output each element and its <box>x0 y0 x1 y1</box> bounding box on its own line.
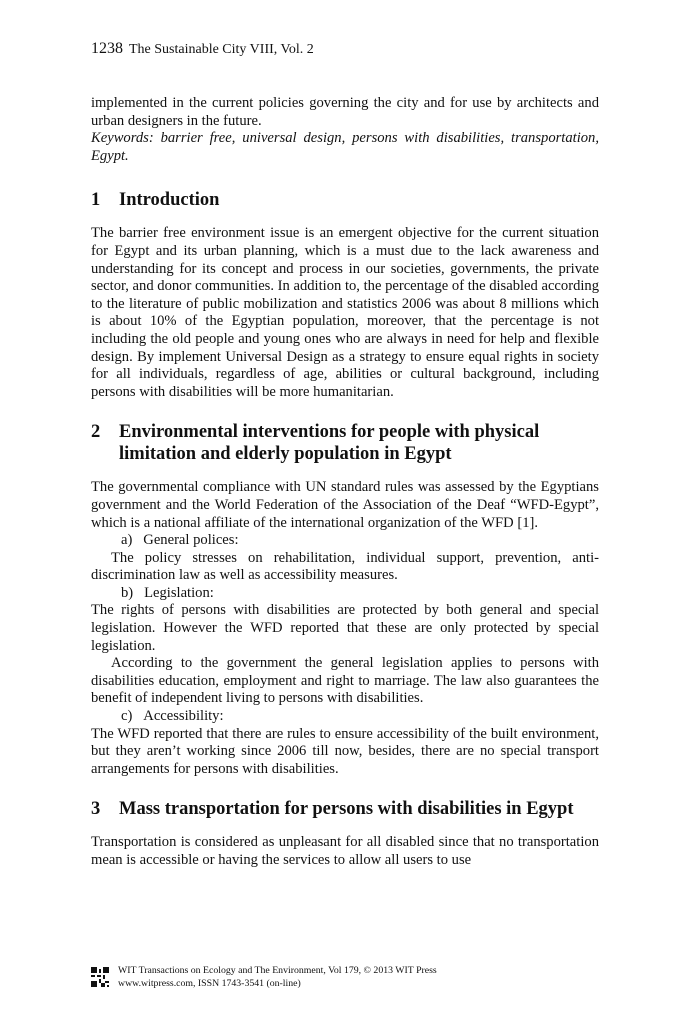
list-item-text: The policy stresses on rehabilitation, individual support, prevention, anti-discrimination law as well as accessibility measures. <box>91 549 599 584</box>
list-item-text: The WFD reported that there are rules to ensure accessibility of the built environment, but they aren’t working since 2006 till now, besides, there are no special transport arrangements for persons with disabilities. <box>91 725 599 777</box>
list-item-label: a) General polices: <box>121 532 239 549</box>
section-paragraph: The governmental compliance with UN standard rules was assessed by the Egyptians government and the World Federation of the Association of the Deaf “WFD-Egypt”, which is a national affiliate of the international organization of the WFD [1]. <box>91 479 599 531</box>
section-number: 3 <box>91 799 101 820</box>
section-number: 2 <box>91 422 101 443</box>
qr-code-icon <box>91 967 109 987</box>
page-number: 1238 <box>91 40 123 57</box>
section-title: Environmental interventions for people with physical limitation and elderly population in Egypt <box>119 422 540 465</box>
footer-journal: WIT Transactions on Ecology and The Environment, Vol 179, © 2013 WIT Press <box>118 965 437 976</box>
running-header <box>91 40 314 58</box>
section-heading <box>91 421 599 465</box>
section-heading <box>91 189 599 211</box>
list-item-label: c) Accessibility: <box>121 708 224 725</box>
list-item-label: b) Legislation: <box>121 584 214 601</box>
section-title: Mass transportation for persons with disabilities in Egypt <box>119 799 574 820</box>
section-paragraph: Transportation is considered as unpleasant for all disabled since that no transportation mean is accessible or having the services to allow all users to use <box>91 834 599 868</box>
footer-issn: www.witpress.com, ISSN 1743-3541 (on-line) <box>118 977 301 989</box>
list-item-text: According to the government the general legislation applies to persons with disabilities education, employment and right to marriage. The law also guarantees the benefit of independent living to persons with disabilities. <box>91 655 599 707</box>
section-paragraph: The barrier free environment issue is an emergent objective for the current situation for Egypt and its urban planning, which is a must due to the lack awareness and understanding for its concept and process in our societies, governments, the private sector, and donor communities. In addition to, the percentage of the disabled according to the literature of public mobilization and statistics 2006 was about 8 millions which is about 10% of the Egyptian population, moreover, that the percentage is not including the old people and young ones who are always in need for help and flexible design. By implement Universal Design as a strategy to ensure equal rights in society for all individuals, regardless of age, abilities or cultural background, including persons with disabilities will be more humanitarian. <box>91 225 600 400</box>
page-footer <box>91 965 437 990</box>
list-item-text: The rights of persons with disabilities are protected by both general and special legislation. However the WFD reported that these are only protected by special legislation. <box>91 602 599 654</box>
page-body <box>91 95 599 870</box>
abstract-end: implemented in the current policies governing the city and for use by architects and urban designers in the future. <box>91 95 599 129</box>
keywords: Keywords: barrier free, universal design, persons with disabilities, transportation, Egypt. <box>91 130 599 164</box>
section-heading <box>91 798 599 820</box>
running-title: The Sustainable City VIII, Vol. 2 <box>129 42 314 57</box>
section-number: 1 <box>91 190 101 211</box>
section-title: Introduction <box>119 190 220 211</box>
